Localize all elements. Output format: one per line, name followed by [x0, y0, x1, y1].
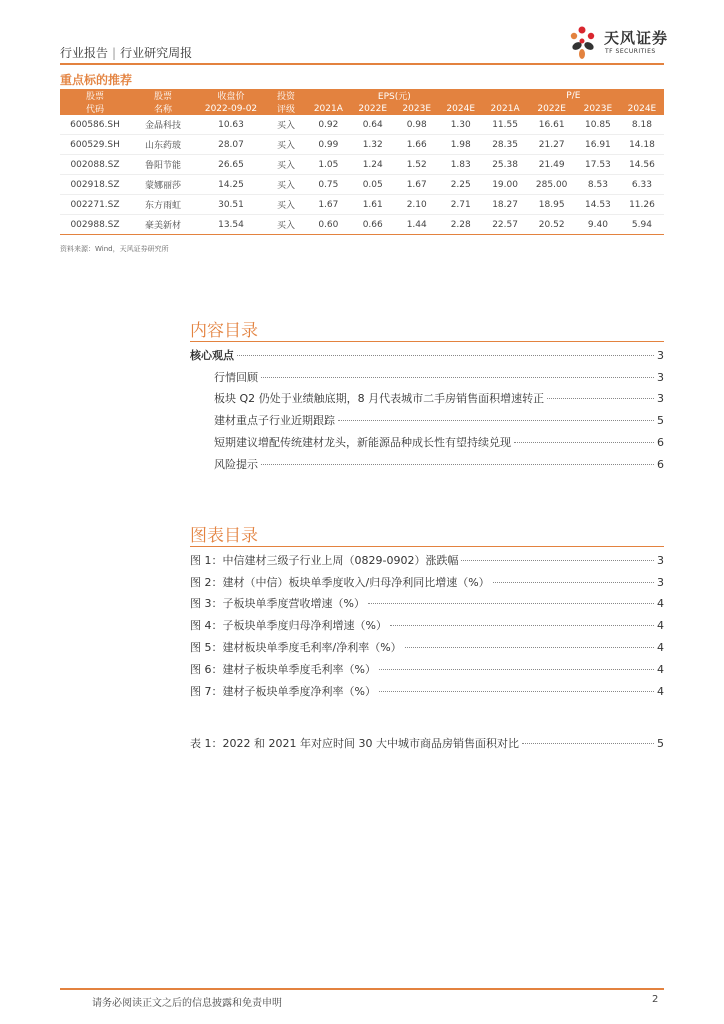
- toc-leader: [547, 398, 654, 399]
- cell-pe: 8.53: [576, 175, 620, 195]
- logo-text-cn: 天风证券: [604, 29, 669, 47]
- cell-pe: 25.38: [483, 155, 528, 175]
- th-eps-year: 2023E: [395, 102, 439, 115]
- figure-entry-page: 4: [657, 685, 664, 698]
- table-entry-label: 表 1：2022 和 2021 年对应时间 30 大中城市商品房销售面积对比: [190, 737, 519, 750]
- cell-eps: 0.60: [306, 215, 351, 235]
- cell-name: 蒙娜丽莎: [130, 175, 196, 195]
- figures-toc-divider: [190, 546, 664, 547]
- cell-pe: 14.53: [576, 195, 620, 215]
- table-source-note: 资料来源：Wind，天风证券研究所: [60, 245, 169, 253]
- report-type: [60, 44, 192, 61]
- cell-rating: 买入: [266, 175, 306, 195]
- cell-eps: 1.67: [395, 175, 439, 195]
- cell-code: 002088.SZ: [60, 155, 130, 175]
- toc-leader: [405, 647, 654, 648]
- cell-pe: 22.57: [483, 215, 528, 235]
- figure-entry-page: 4: [657, 641, 664, 654]
- table-row: [60, 195, 664, 215]
- th-eps-year: 2021A: [306, 102, 351, 115]
- th-pe-year: 2022E: [527, 102, 575, 115]
- toc-entry-subsector-tracking[interactable]: [214, 412, 664, 428]
- th-name: 股票: [130, 89, 196, 102]
- header-divider: [60, 63, 664, 65]
- figures-toc-title: 图表目录: [190, 526, 258, 546]
- cell-name: 东方雨虹: [130, 195, 196, 215]
- cell-rating: 买入: [266, 155, 306, 175]
- figure-entry-6[interactable]: [190, 661, 664, 677]
- cell-eps: 1.32: [351, 135, 395, 155]
- cell-pe: 8.18: [620, 115, 664, 135]
- th-rating: 投资: [266, 89, 306, 102]
- cell-pe: 14.18: [620, 135, 664, 155]
- figure-entry-label: 图 7：建材子板块单季度净利率（%）: [190, 685, 376, 698]
- th-name-2: 名称: [130, 102, 196, 115]
- toc-entry-label: 板块 Q2 仍处于业绩触底期，8 月代表城市二手房销售面积增速转正: [214, 392, 545, 405]
- figure-entry-3[interactable]: [190, 595, 664, 611]
- cell-eps: 2.28: [439, 215, 483, 235]
- page-number: 2: [652, 994, 659, 1005]
- toc-entry-label: 风险提示: [214, 458, 258, 471]
- cell-pe: 14.56: [620, 155, 664, 175]
- cell-pe: 11.55: [483, 115, 528, 135]
- th-pe: P/E: [483, 89, 664, 102]
- cell-pe: 18.27: [483, 195, 528, 215]
- cell-eps: 1.44: [395, 215, 439, 235]
- th-eps-year: 2024E: [439, 102, 483, 115]
- toc-entry-page: 3: [657, 349, 664, 362]
- cell-eps: 1.05: [306, 155, 351, 175]
- cell-code: 002918.SZ: [60, 175, 130, 195]
- toc-entry-short-term-advice[interactable]: [214, 434, 664, 450]
- figure-entry-7[interactable]: [190, 683, 664, 699]
- key-stocks-title: 重点标的推荐: [60, 73, 133, 87]
- figure-entry-label: 图 3：子板块单季度营收增速（%）: [190, 597, 365, 610]
- cell-pe: 21.27: [527, 135, 575, 155]
- cell-eps: 0.75: [306, 175, 351, 195]
- toc-entry-label: 建材重点子行业近期跟踪: [214, 414, 335, 427]
- cell-pe: 18.95: [527, 195, 575, 215]
- toc-entry-page: 6: [657, 436, 664, 449]
- cell-rating: 买入: [266, 115, 306, 135]
- toc-leader: [261, 377, 654, 378]
- toc-divider: [190, 341, 664, 342]
- figure-entry-2[interactable]: [190, 574, 664, 590]
- cell-rating: 买入: [266, 135, 306, 155]
- cell-eps: 1.66: [395, 135, 439, 155]
- toc-entry-page: 6: [657, 458, 664, 471]
- cell-eps: 1.52: [395, 155, 439, 175]
- toc-entry-label: 短期建议增配传统建材龙头，新能源品种成长性有望持续兑现: [214, 436, 511, 449]
- table-row: [60, 155, 664, 175]
- toc-leader: [379, 691, 654, 692]
- cell-eps: 2.10: [395, 195, 439, 215]
- cell-pe: 19.00: [483, 175, 528, 195]
- figure-entry-label: 图 5：建材板块单季度毛利率/净利率（%）: [190, 641, 402, 654]
- cell-price: 26.65: [196, 155, 266, 175]
- cell-pe: 16.91: [576, 135, 620, 155]
- table-entry-1[interactable]: [190, 735, 664, 751]
- cell-price: 28.07: [196, 135, 266, 155]
- cell-code: 600586.SH: [60, 115, 130, 135]
- figure-entry-1[interactable]: [190, 552, 664, 568]
- cell-eps: 1.98: [439, 135, 483, 155]
- toc-entry-label: 行情回顾: [214, 371, 258, 384]
- cell-eps: 0.98: [395, 115, 439, 135]
- cell-eps: 1.83: [439, 155, 483, 175]
- toc-leader: [379, 669, 654, 670]
- toc-leader: [338, 420, 654, 421]
- th-code: 股票: [60, 89, 130, 102]
- cell-eps: 0.66: [351, 215, 395, 235]
- toc-leader: [514, 442, 654, 443]
- cell-eps: 1.67: [306, 195, 351, 215]
- figure-entry-page: 3: [657, 554, 664, 567]
- cell-pe: 21.49: [527, 155, 575, 175]
- cell-eps: 1.30: [439, 115, 483, 135]
- toc-entry-risk-warning[interactable]: [214, 456, 664, 472]
- report-subcategory: 行业研究周报: [120, 46, 193, 60]
- cell-pe: 285.00: [527, 175, 575, 195]
- cell-pe: 5.94: [620, 215, 664, 235]
- th-price-date: 2022-09-02: [196, 102, 266, 115]
- th-eps: EPS(元): [306, 89, 483, 102]
- cell-rating: 买入: [266, 195, 306, 215]
- company-logo: [566, 24, 676, 60]
- cell-eps: 2.25: [439, 175, 483, 195]
- toc-leader: [522, 743, 654, 744]
- toc-title: 内容目录: [190, 321, 258, 341]
- cell-price: 13.54: [196, 215, 266, 235]
- cell-eps: 1.24: [351, 155, 395, 175]
- figure-entry-4[interactable]: [190, 617, 664, 633]
- footer-divider: [60, 988, 664, 990]
- cell-pe: 6.33: [620, 175, 664, 195]
- toc-leader: [237, 355, 654, 356]
- table-row: [60, 175, 664, 195]
- table-header-row-1: [60, 89, 664, 102]
- cell-pe: 9.40: [576, 215, 620, 235]
- cell-pe: 10.85: [576, 115, 620, 135]
- cell-name: 豪美新材: [130, 215, 196, 235]
- figure-entry-label: 图 6：建材子板块单季度毛利率（%）: [190, 663, 376, 676]
- logo-text-en: TF SECURITIES: [605, 48, 656, 55]
- cell-eps: 0.92: [306, 115, 351, 135]
- cell-price: 14.25: [196, 175, 266, 195]
- cell-eps: 0.64: [351, 115, 395, 135]
- cell-eps: 2.71: [439, 195, 483, 215]
- figure-entry-label: 图 2：建材（中信）板块单季度收入/归母净利同比增速（%）: [190, 576, 490, 589]
- cell-pe: 16.61: [527, 115, 575, 135]
- figure-entry-page: 3: [657, 576, 664, 589]
- flower-logo-icon: [566, 24, 600, 60]
- toc-leader: [461, 560, 654, 561]
- figure-entry-page: 4: [657, 619, 664, 632]
- cell-name: 鲁阳节能: [130, 155, 196, 175]
- toc-leader: [390, 625, 654, 626]
- figure-entry-page: 4: [657, 597, 664, 610]
- cell-price: 30.51: [196, 195, 266, 215]
- toc-entry-core-views[interactable]: [190, 347, 664, 363]
- toc-entry-page: 3: [657, 392, 664, 405]
- cell-price: 10.63: [196, 115, 266, 135]
- cell-eps: 1.61: [351, 195, 395, 215]
- th-rating-2: 评级: [266, 102, 306, 115]
- toc-entry-page: 3: [657, 371, 664, 384]
- toc-leader: [261, 464, 654, 465]
- toc-entry-q2-performance[interactable]: [214, 390, 664, 406]
- cell-name: 金晶科技: [130, 115, 196, 135]
- cell-name: 山东药玻: [130, 135, 196, 155]
- toc-entry-market-review[interactable]: [214, 369, 664, 385]
- cell-code: 002988.SZ: [60, 215, 130, 235]
- table-header-row-2: [60, 102, 664, 115]
- key-stocks-table: [60, 89, 664, 235]
- figure-entry-label: 图 4：子板块单季度归母净利增速（%）: [190, 619, 387, 632]
- th-price: 收盘价: [196, 89, 266, 102]
- table-row: [60, 215, 664, 235]
- toc-entry-label: 核心观点: [190, 349, 234, 362]
- header-separator: |: [112, 46, 117, 60]
- report-category: 行业报告: [60, 46, 109, 60]
- th-pe-year: 2021A: [483, 102, 528, 115]
- cell-code: 600529.SH: [60, 135, 130, 155]
- toc-entry-page: 5: [657, 414, 664, 427]
- figure-entry-label: 图 1：中信建材三级子行业上周（0829-0902）涨跌幅: [190, 554, 459, 567]
- cell-rating: 买入: [266, 215, 306, 235]
- cell-eps: 0.99: [306, 135, 351, 155]
- th-pe-year: 2023E: [576, 102, 620, 115]
- cell-pe: 20.52: [527, 215, 575, 235]
- cell-pe: 17.53: [576, 155, 620, 175]
- th-eps-year: 2022E: [351, 102, 395, 115]
- cell-code: 002271.SZ: [60, 195, 130, 215]
- table-row: [60, 135, 664, 155]
- th-code-2: 代码: [60, 102, 130, 115]
- cell-pe: 11.26: [620, 195, 664, 215]
- footer-disclaimer: 请务必阅读正文之后的信息披露和免责申明: [92, 998, 282, 1009]
- cell-eps: 0.05: [351, 175, 395, 195]
- th-pe-year: 2024E: [620, 102, 664, 115]
- toc-leader: [493, 582, 654, 583]
- cell-pe: 28.35: [483, 135, 528, 155]
- figure-entry-5[interactable]: [190, 639, 664, 655]
- toc-leader: [368, 603, 654, 604]
- figure-entry-page: 4: [657, 663, 664, 676]
- table-row: [60, 115, 664, 135]
- table-entry-page: 5: [657, 737, 664, 750]
